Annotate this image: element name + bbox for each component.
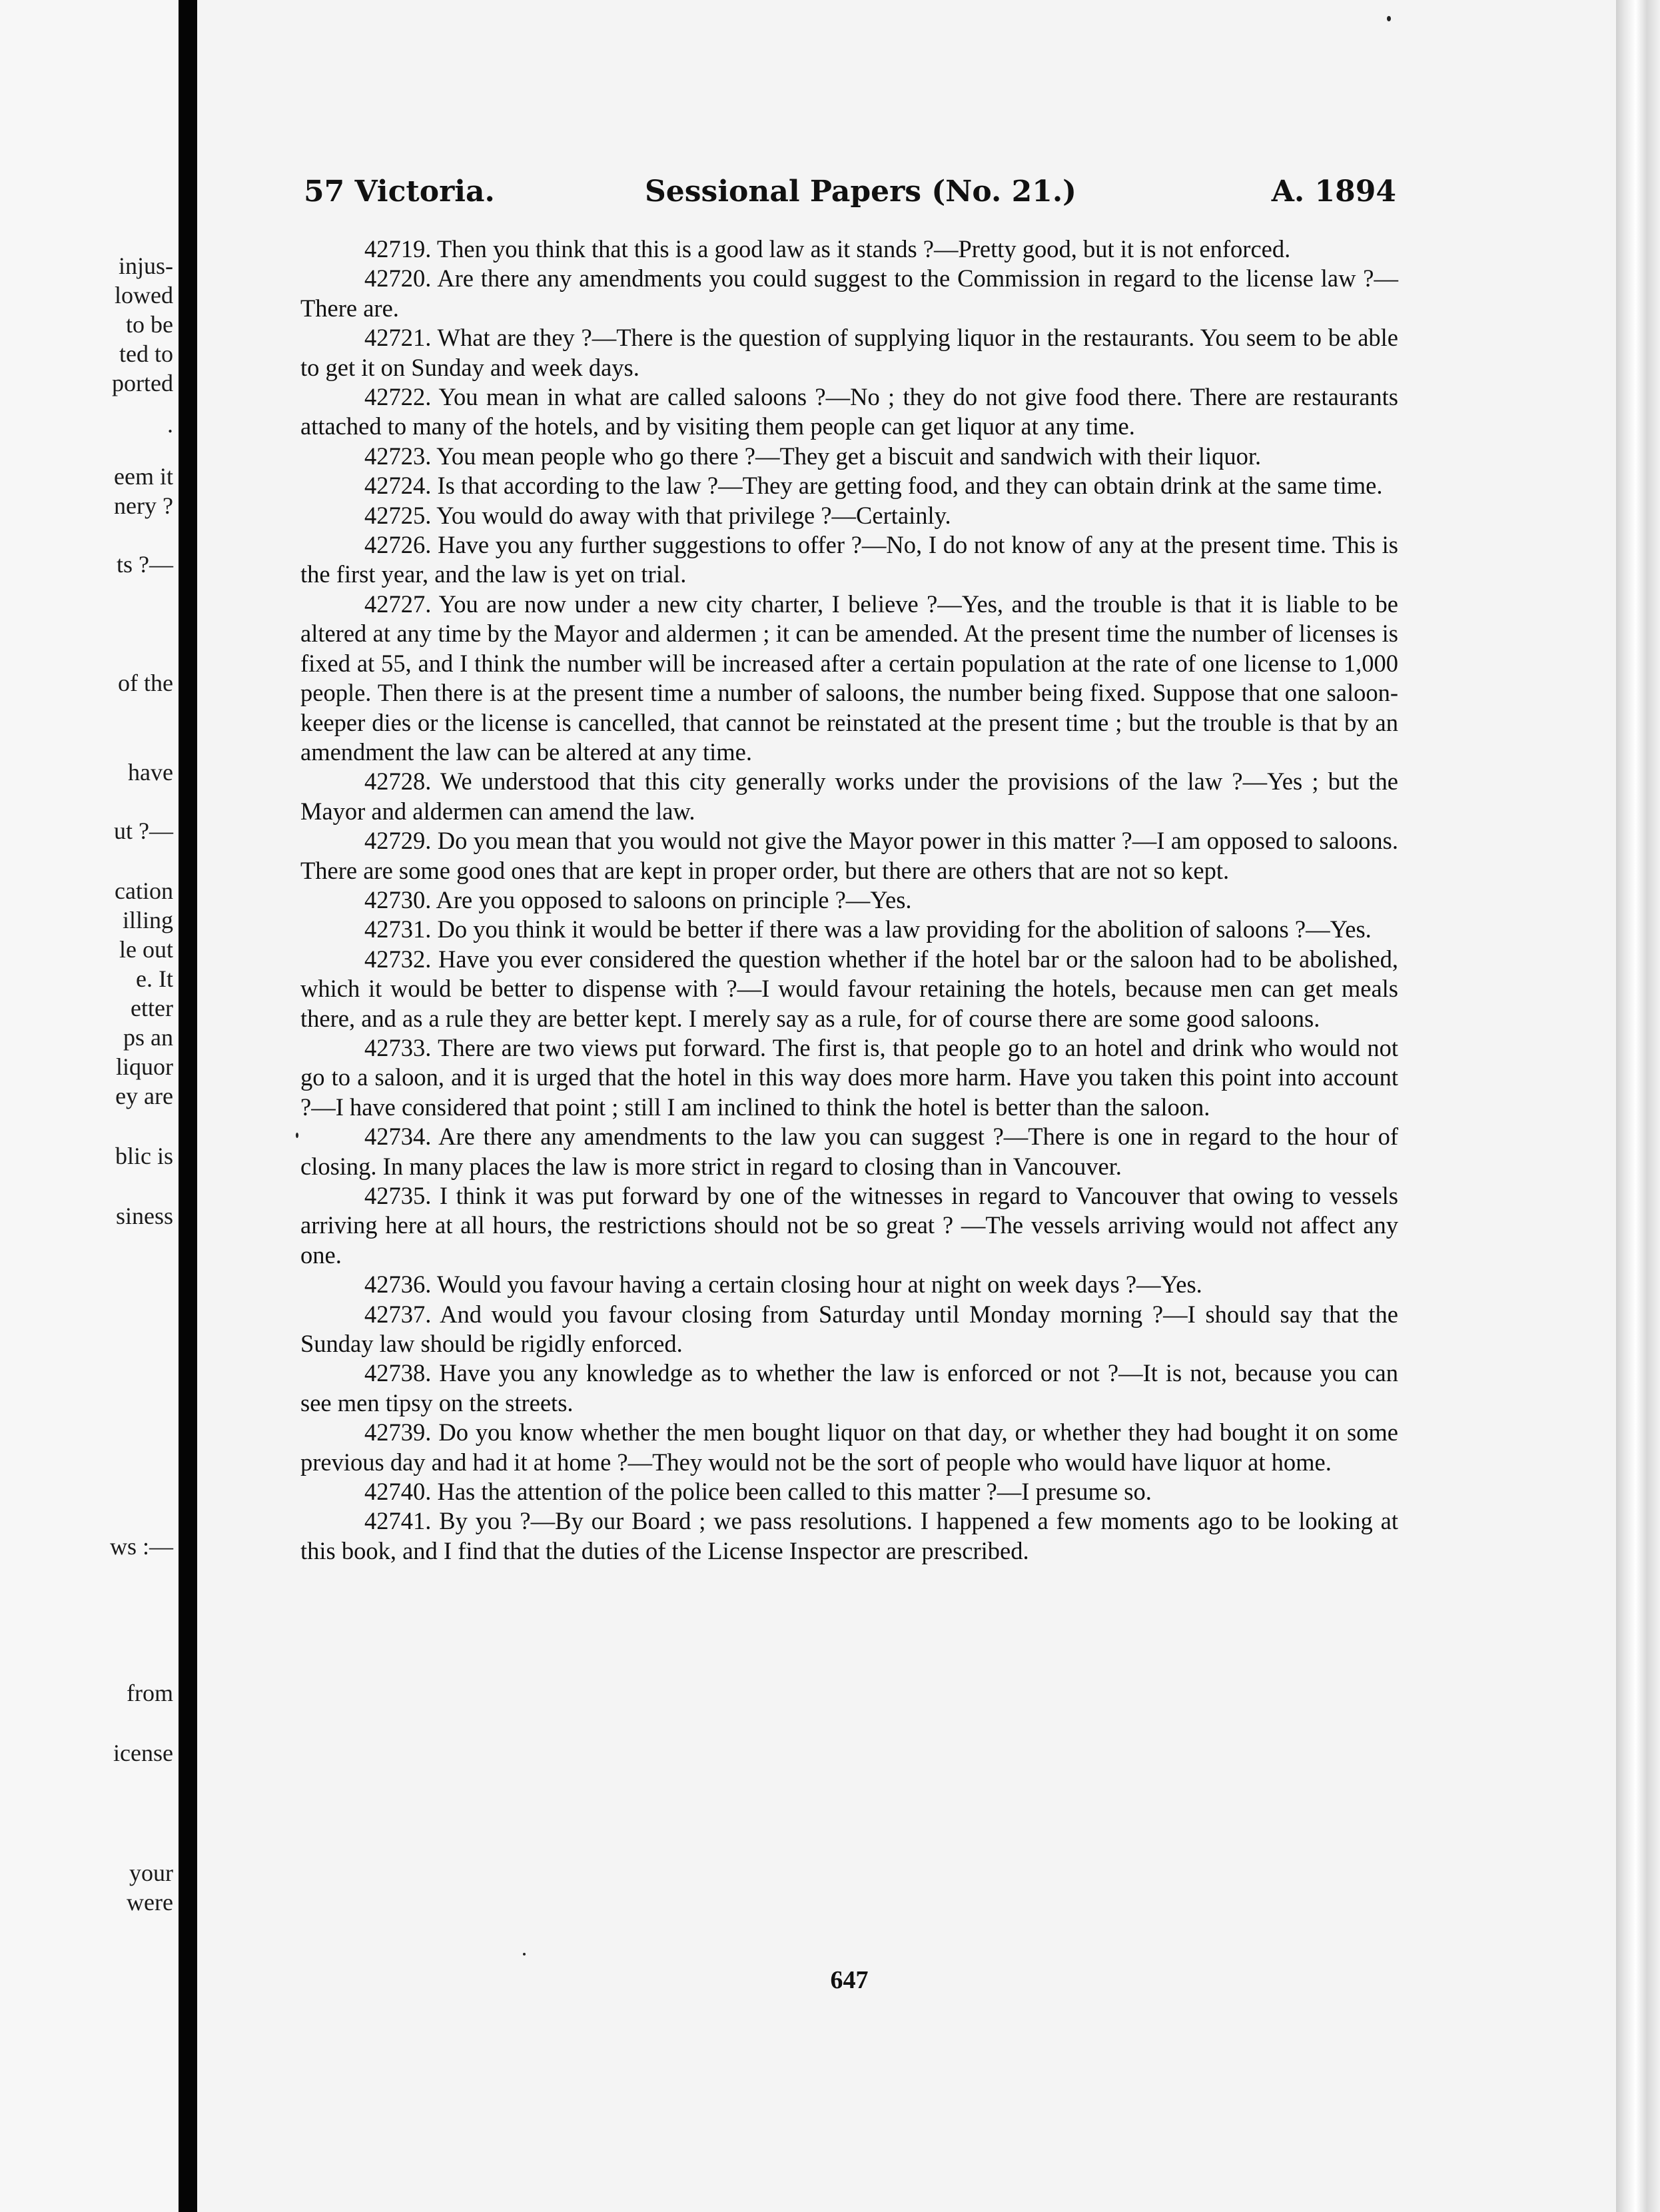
left-page-fragment-line: etter [131,995,173,1021]
left-page-fragment-line: ws :— [109,1533,173,1560]
question-paragraph: 42736. Would you favour having a certain closing hour at night on week days ?—Yes. [364,1271,1202,1299]
left-page-fragment-line: from [127,1680,173,1706]
question-paragraph: 42723. You mean people who go there ?—They get a biscuit and sandwich with their liquor. [364,442,1262,470]
header-year: A. 1894 [1271,175,1396,209]
question-paragraph: 42735. I think it was put forward by one of the witnesses in regard to Vancouver that owing to vessels arriving here at all hours, the restrictions should not be so great ? —The vessels arriving would not affect any one. [300,1182,1398,1269]
question-paragraph: 42721. What are they ?—There is the question of supplying liquor in the restaurants. You seem to be able to get it on Sunday and week days. [300,324,1398,381]
left-page-fragment-line: to be [126,311,173,338]
header-title: Sessional Papers (No. 21.) [645,175,1076,209]
left-page-fragment-line: ps an [123,1024,173,1051]
question-paragraph: 42740. Has the attention of the police been called to this matter ?—I presume so. [364,1478,1152,1506]
question-paragraph: 42726. Have you any further suggestions to offer ?—No, I do not know of any at the present time. This is the first year, and the law is yet on trial. [300,531,1398,588]
left-page-fragment-line: ts ?— [117,551,173,578]
question-paragraph: 42738. Have you any knowledge as to whether the law is enforced or not ?—It is not, because you can see men tipsy on the streets. [300,1359,1398,1416]
left-page-fragment-line: icense [113,1740,173,1766]
question-paragraph: 42732. Have you ever considered the question whether if the hotel bar or the saloon had to be abolished, which it would be better to dispense with ?—I would favour retaining the hotels, because men can get meals there, and as a rule they are better kept. I merely say as a rule, for of course there are some good saloons. [300,945,1398,1032]
left-page-fragment-line: illing [122,907,173,933]
left-page-fragment-line: your [129,1860,173,1886]
running-header [304,175,1396,215]
question-paragraph: 42737. And would you favour closing from Saturday until Monday morning ?—I should say that the Sunday law should be rigidly enforced. [300,1300,1398,1358]
left-page-fragment-line: of the [118,670,173,696]
header-session: 57 Victoria. [304,175,495,209]
left-page-fragment-line: cation [115,877,173,904]
question-paragraph: 42729. Do you mean that you would not give the Mayor power in this matter ?—I am opposed to saloons. There are some good ones that are kept in proper order, but there are others that are not so kept. [300,827,1398,884]
left-page-fragment-line: siness [115,1203,173,1229]
page-number: 647 [830,1966,869,1994]
left-page-fragment-line: liquor [116,1053,173,1080]
left-page-fragment-line: injus- [118,253,173,279]
question-paragraph: 42731. Do you think it would be better if there was a law providing for the abolition of saloons ?—Yes. [364,915,1372,943]
ink-speck [296,1133,298,1138]
left-page-fragment-line: ported [112,370,173,396]
left-page-fragment-line: . [167,411,173,438]
left-page-fragment-line: ut ?— [114,818,173,844]
question-paragraph: 42719. Then you think that this is a good law as it stands ?—Pretty good, but it is not enforced. [364,235,1291,263]
ink-speck [523,1953,526,1955]
question-paragraph: 42727. You are now under a new city charter, I believe ?—Yes, and the trouble is that it is liable to be altered at any time by the Mayor and aldermen ; it can be amended. At the present time the number of licenses is fixed at 55, and I think the number will be increased after a certain population at the rate of one license to 1,000 people. Then there is at the present time a number of saloons, the number being fixed. Suppose that one saloon-keeper dies or the license is cancelled, that cannot be reinstated at the present time ; but the trouble is that by an amendment the law can be altered at any time. [300,590,1398,766]
left-page-fragment-line: blic is [115,1143,173,1169]
left-page-fragment-line: ey are [115,1083,173,1109]
question-paragraph: 42722. You mean in what are called saloons ?—No ; they do not give food there. There are restaurants attached to many of the hotels, and by visiting them people can get liquor at any time. [300,383,1398,440]
left-page-fragment-line: e. It [136,965,173,992]
left-page-fragment-line: nery ? [114,492,173,519]
question-paragraph: 42739. Do you know whether the men bought liquor on that day, or whether they had bought it on some previous day and had it at home ?—They would not be the sort of people who would have liquor at home. [300,1418,1398,1476]
left-page-fragment-line: eem it [114,463,173,490]
question-paragraph: 42720. Are there any amendments you could suggest to the Commission in regard to the license law ?—There are. [300,265,1398,322]
left-page-fragment-line: lowed [115,282,173,308]
left-page-fragment-line: ted to [119,340,173,367]
question-paragraph: 42730. Are you opposed to saloons on principle ?—Yes. [364,885,912,913]
question-paragraph: 42728. We understood that this city generally works under the provisions of the law ?—Yes ; but the Mayor and aldermen can amend the law. [300,768,1398,825]
question-paragraph: 42725. You would do away with that privilege ?—Certainly. [364,501,951,529]
book-gutter [179,0,197,2212]
question-paragraph: 42741. By you ?—By our Board ; we pass resolutions. I happened a few moments ago to be looking at this book, and I find that the duties of the License Inspector are prescribed. [300,1507,1398,1564]
body-text [300,235,1398,1566]
left-page-fragment-line: were [127,1889,173,1916]
page-edge [1616,0,1660,2212]
ink-speck [1387,16,1391,21]
question-paragraph: 42733. There are two views put forward. The first is, that people go to an hotel and drink who would not go to a saloon, and it is urged that the hotel in this way does more harm. Have you taken this point into account ?—I have considered that point ; still I am inclined to think the hotel is better than the saloon. [300,1033,1398,1121]
left-page-fragment-line: have [128,759,173,786]
left-page-fragment [0,0,179,2212]
question-paragraph: 42734. Are there any amendments to the law you can suggest ?—There is one in regard to the hour of closing. In many places the law is more strict in regard to closing than in Vancouver. [300,1123,1398,1180]
left-page-fragment-line: le out [119,936,173,963]
question-paragraph: 42724. Is that according to the law ?—They are getting food, and they can obtain drink at the same time. [364,472,1383,500]
